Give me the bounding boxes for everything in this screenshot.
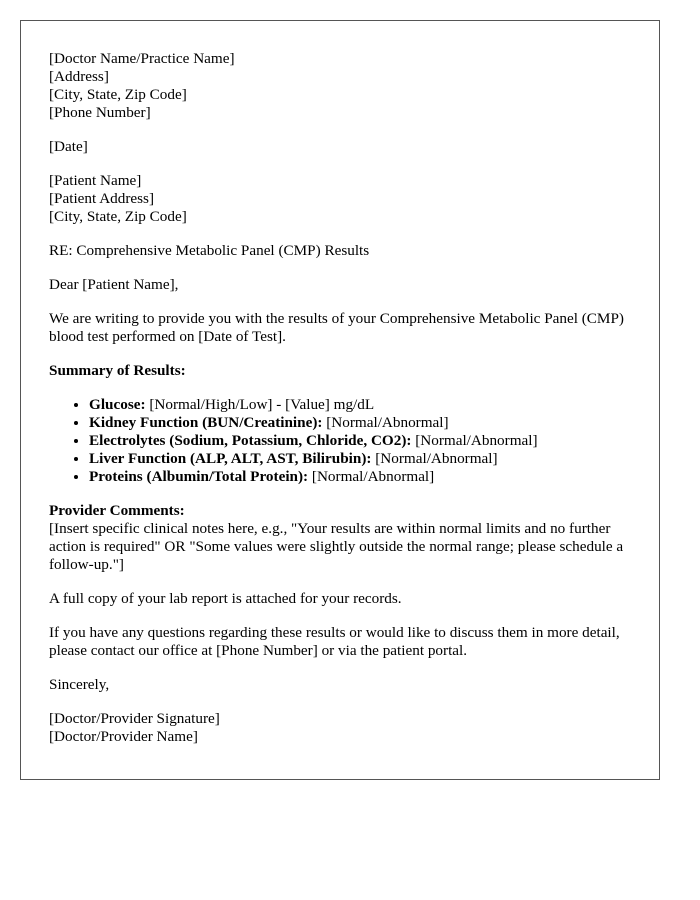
result-value: [Normal/Abnormal] — [411, 432, 538, 449]
salutation: Dear [Patient Name], — [49, 276, 179, 293]
result-label: Proteins (Albumin/Total Protein): — [89, 468, 309, 485]
result-item-glucose — [89, 396, 631, 414]
results-list — [49, 396, 631, 486]
contact-note: If you have any questions regarding these results or would like to discuss them in more detail, please contact our office at [Phone Number] or via the patient portal. — [49, 624, 620, 659]
subject-line: RE: Comprehensive Metabolic Panel (CMP) Results — [49, 242, 370, 259]
result-label: Electrolytes (Sodium, Potassium, Chloride, CO2): — [89, 432, 412, 449]
sender-name: [Doctor Name/Practice Name] — [49, 50, 235, 67]
letter-document — [20, 20, 660, 780]
result-value: [Normal/Abnormal] — [308, 468, 435, 485]
result-item-kidney — [89, 414, 631, 432]
provider-comments — [49, 502, 631, 574]
recipient-block — [49, 172, 631, 226]
result-label: Kidney Function (BUN/Creatinine): — [89, 414, 323, 431]
summary-heading: Summary of Results: — [49, 362, 186, 379]
sender-city: [City, State, Zip Code] — [49, 86, 187, 103]
result-value: [Normal/Abnormal] — [371, 450, 498, 467]
provider-name: [Doctor/Provider Name] — [49, 728, 198, 745]
comments-heading: Provider Comments: — [49, 502, 185, 519]
result-label: Glucose: — [89, 396, 146, 413]
provider-signature: [Doctor/Provider Signature] — [49, 710, 220, 727]
letter-date: [Date] — [49, 138, 88, 155]
result-label: Liver Function (ALP, ALT, AST, Bilirubin): — [89, 450, 372, 467]
recipient-city: [City, State, Zip Code] — [49, 208, 187, 225]
sender-block — [49, 50, 631, 122]
recipient-address: [Patient Address] — [49, 190, 155, 207]
result-value: [Normal/Abnormal] — [322, 414, 449, 431]
closing: Sincerely, — [49, 676, 110, 693]
signature-block — [49, 710, 631, 746]
comments-text: [Insert specific clinical notes here, e.g., "Your results are within normal limits and no further action is required" OR "Some values were slightly outside the normal range; please schedule a follow-up."] — [49, 520, 624, 573]
result-item-proteins — [89, 468, 631, 486]
sender-address: [Address] — [49, 68, 109, 85]
result-value: [Normal/High/Low] - [Value] mg/dL — [145, 396, 375, 413]
result-item-electrolytes — [89, 432, 631, 450]
attachment-note: A full copy of your lab report is attached for your records. — [49, 590, 402, 607]
sender-phone: [Phone Number] — [49, 104, 151, 121]
intro-paragraph: We are writing to provide you with the results of your Comprehensive Metabolic Panel (CMP) blood test performed on [Date of Test]. — [49, 310, 624, 345]
recipient-name: [Patient Name] — [49, 172, 142, 189]
result-item-liver — [89, 450, 631, 468]
date-block — [49, 138, 631, 156]
